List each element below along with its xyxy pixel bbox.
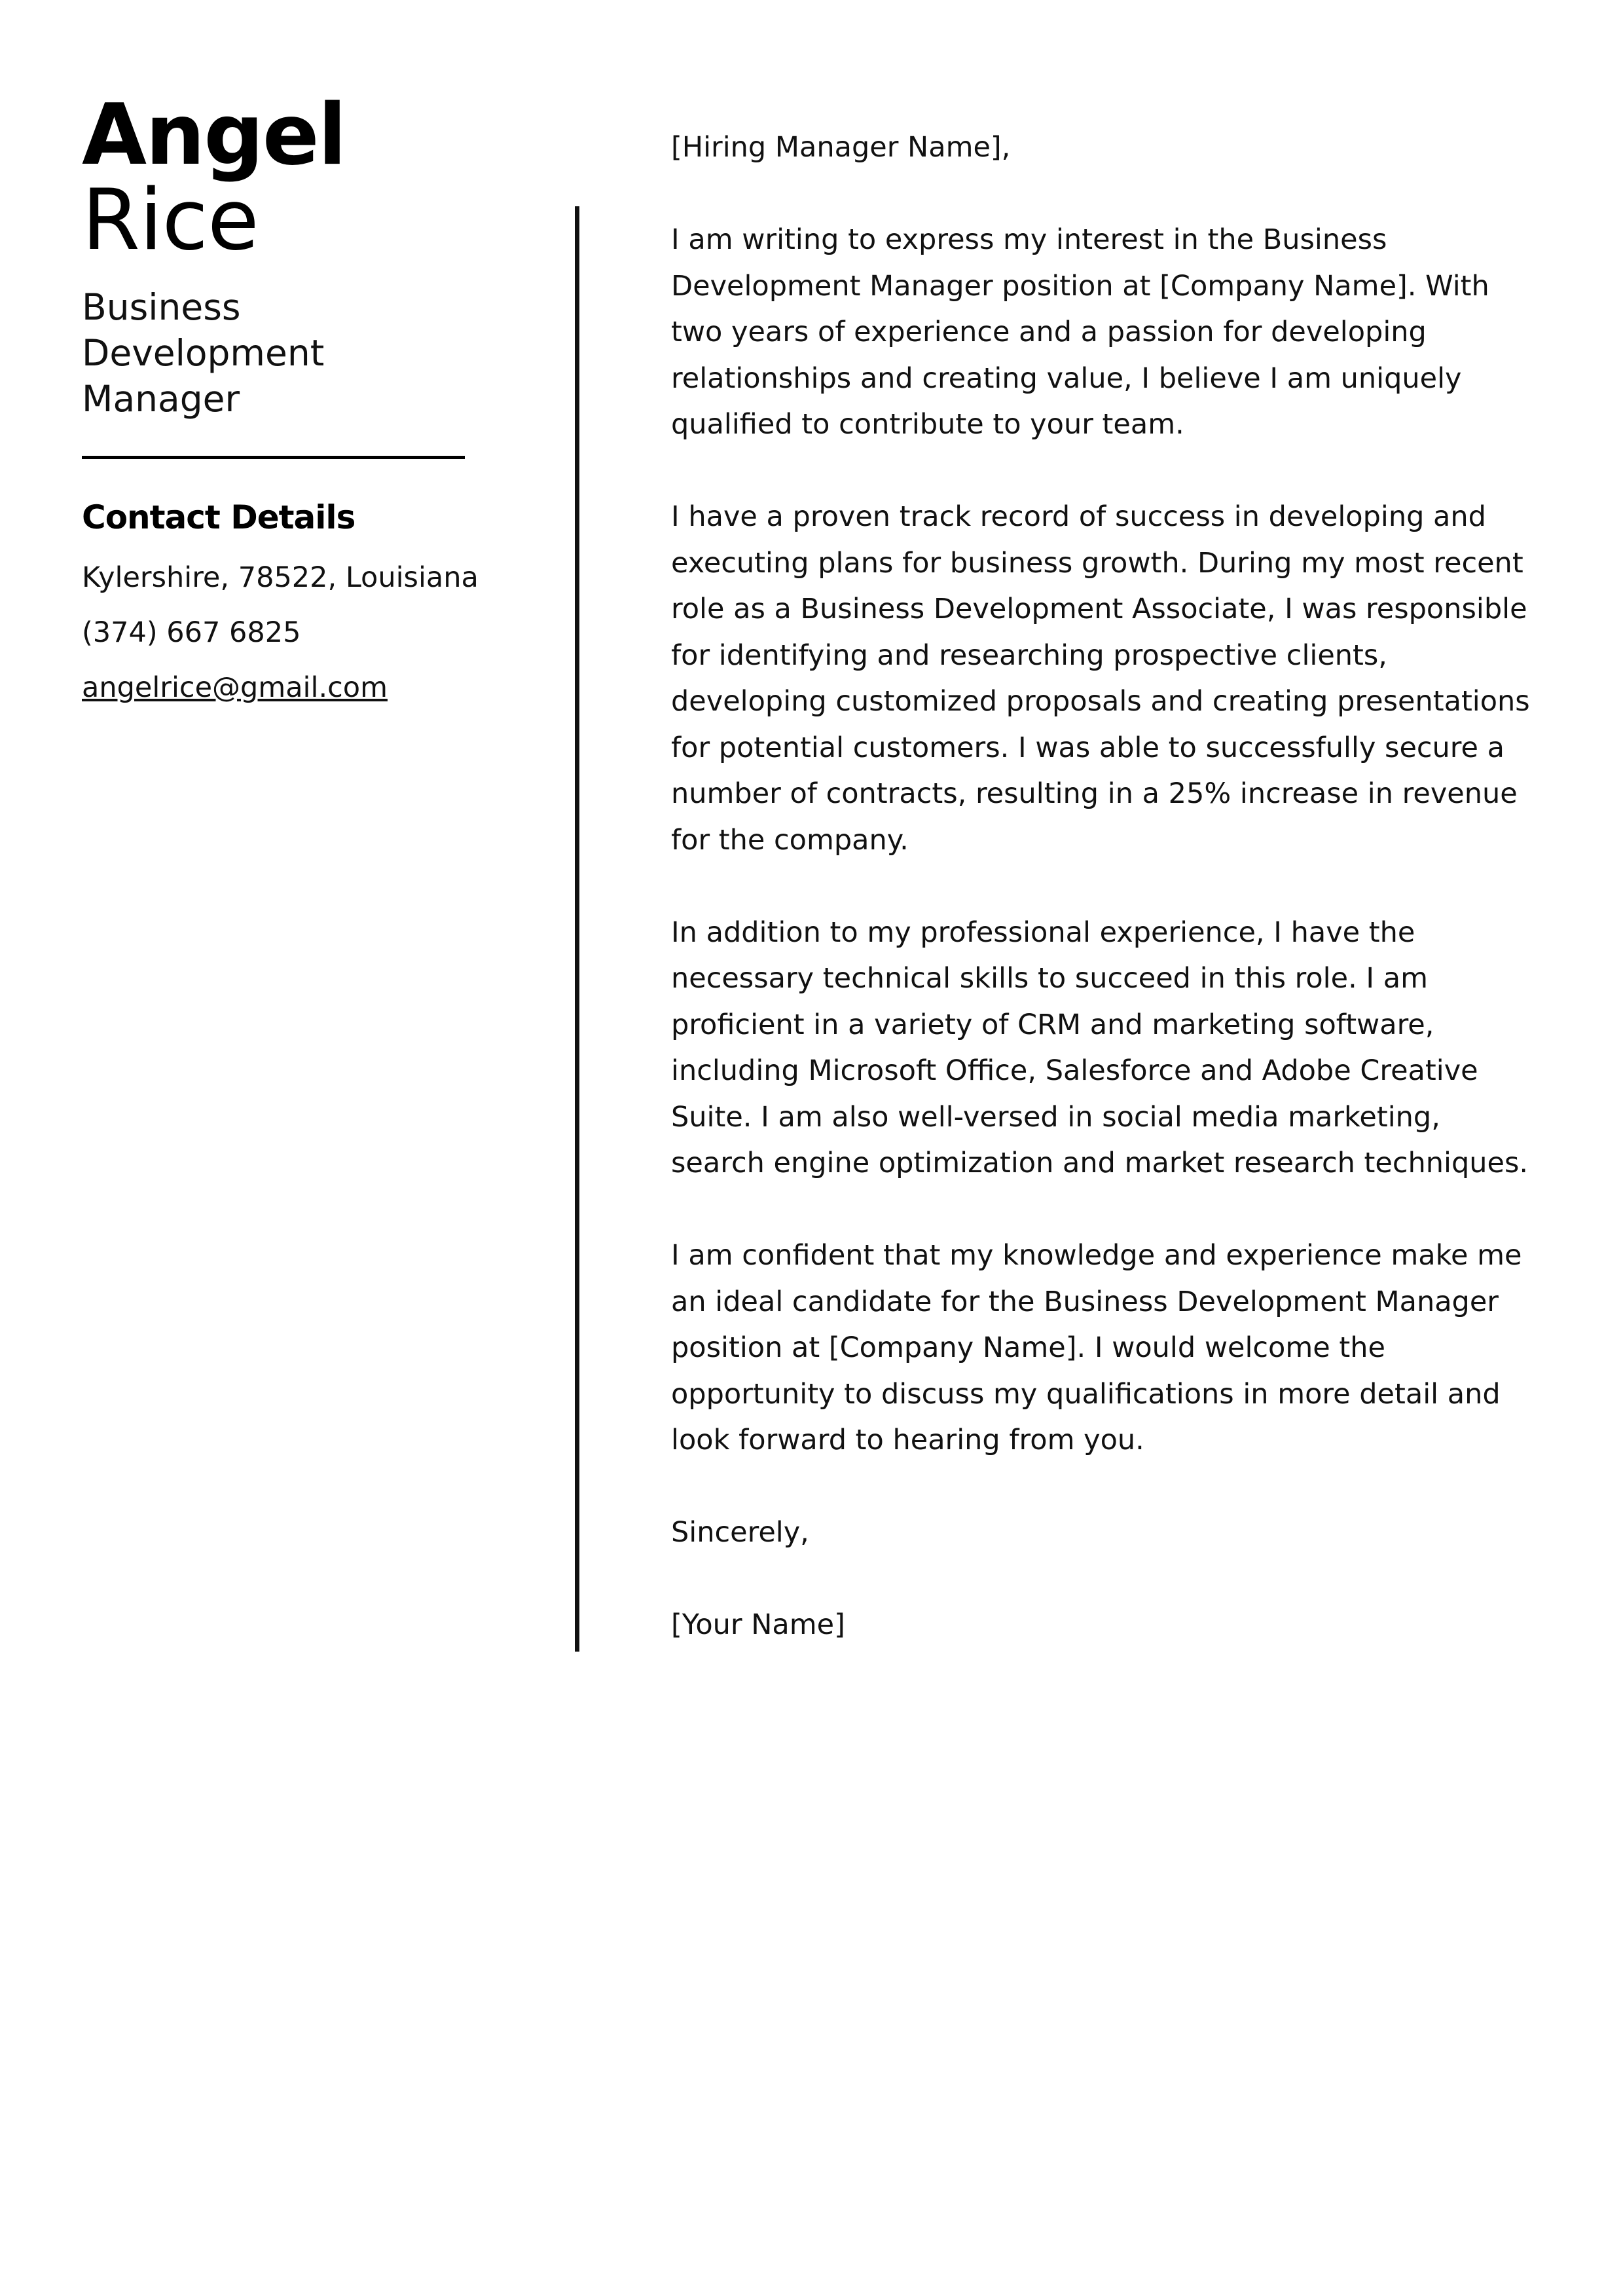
contact-address: Kylershire, 78522, Louisiana xyxy=(82,561,479,594)
contact-email-link[interactable]: angelrice@gmail.com xyxy=(82,671,388,704)
letter-paragraph-2: I have a proven track record of success in developing and executing plans for business growth. During my most recent role as a Business Development Associate, I was responsible for identifying and researching prospective clients, developing customized proposals and creating presentations for potential customers. I was able to successfully secure a number of contracts, resulting in a 25% increase in revenue for the company. xyxy=(671,500,1530,857)
last-name: Rice xyxy=(82,172,259,269)
letter-paragraph-3: In addition to my professional experience, I have the necessary technical skills to succeed in this role. I am proficient in a variety of CRM and marketing software, including Microsoft Office, Salesforce and Adobe Creative Suite. I am also well-versed in social media marketing, search engine optimization and market research techniques. xyxy=(671,916,1529,1179)
letter-body xyxy=(671,124,1535,1648)
vertical-divider xyxy=(575,206,579,1652)
letter-paragraph-4: I am confident that my knowledge and experience make me an ideal candidate for the Business Development Manager position at [Company Name]. I would welcome the opportunity to discuss my qualifications in more detail and look forward to hearing from you. xyxy=(671,1239,1522,1456)
contact-heading: Contact Details xyxy=(82,498,356,536)
letter-signature: [Your Name] xyxy=(671,1608,845,1641)
sidebar xyxy=(82,86,479,707)
letter-closing: Sincerely, xyxy=(671,1516,809,1549)
first-name: Angel xyxy=(82,86,346,184)
letter-salutation: [Hiring Manager Name], xyxy=(671,131,1011,164)
letter-paragraph-1: I am writing to express my interest in the Business Development Manager position at [Company Name]. With two years of experience and a passion for developing relationships and creating value, I believe I am uniquely qualified to contribute to your team. xyxy=(671,223,1489,441)
contact-phone: (374) 667 6825 xyxy=(82,616,301,649)
job-title: Business Development Manager xyxy=(82,286,325,420)
sidebar-divider xyxy=(82,456,465,459)
